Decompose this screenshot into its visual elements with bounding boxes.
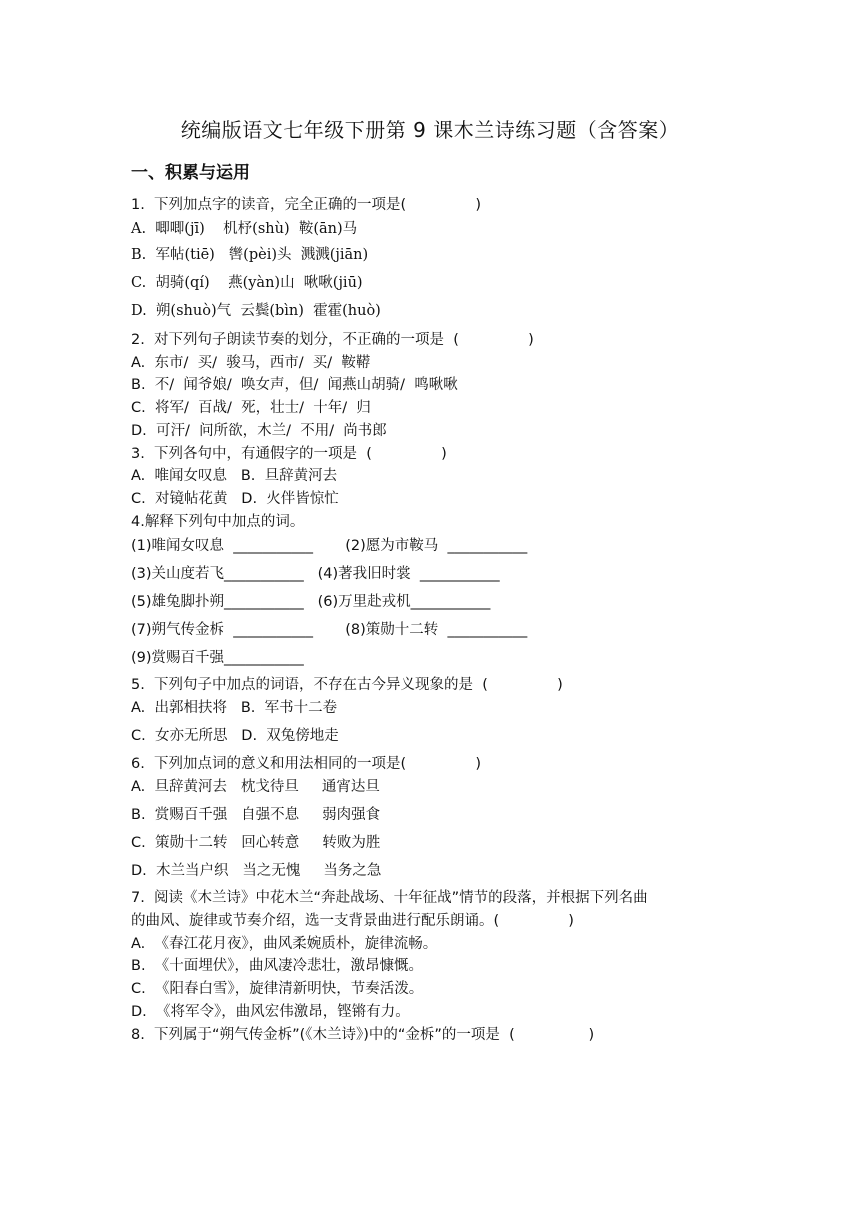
question-3-options-cd: C. 对镜帖花黄 D. 火伴皆惊忙 (131, 491, 339, 507)
question-1-option-d: D. 朔(shuò)气 云鬓(bìn) 霍霍(huò) (131, 303, 381, 319)
question-4-row-2: (3)关山度若飞___________ (4)著我旧时裳 ___________ (131, 566, 500, 582)
question-4-row-3: (5)雄兔脚扑朔___________ (6)万里赴戎机___________ (131, 594, 491, 610)
question-2-option-c: C. 将军/ 百战/ 死，壮士/ 十年/ 归 (131, 400, 371, 416)
question-6-option-c: C. 策勋十二转 回心转意 转败为胜 (131, 835, 381, 851)
question-7-option-c: C. 《阳春白雪》，旋律清新明快，节奏活泼。 (131, 981, 424, 997)
question-8-stem: 8. 下列属于“朔气传金柝”(《木兰诗》)中的“金柝”的一项是 ( ) (131, 1027, 595, 1043)
question-4-row-5: (9)赏赐百千强___________ (131, 650, 304, 666)
question-4-stem: 4.解释下列句中加点的词。 (131, 514, 305, 530)
question-2-stem: 2. 对下列句子朗读节奏的划分，不正确的一项是 ( ) (131, 332, 534, 348)
question-7-option-a: A. 《春江花月夜》，曲风柔婉质朴，旋律流畅。 (131, 936, 438, 952)
question-2-option-d: D. 可汗/ 问所欲，木兰/ 不用/ 尚书郎 (131, 423, 387, 439)
question-2-option-a: A. 东市/ 买/ 骏马，西市/ 买/ 鞍鞯 (131, 355, 371, 371)
question-2-option-b: B. 不/ 闻爷娘/ 唤女声，但/ 闻燕山胡骑/ 鸣啾啾 (131, 377, 458, 393)
question-4-row-4: (7)朔气传金柝 ___________ (8)策勋十二转 ___________ (131, 622, 528, 638)
question-6-option-d: D. 木兰当户织 当之无愧 当务之急 (131, 863, 382, 879)
question-1-option-c: C. 胡骑(qí) 燕(yàn)山 啾啾(jiū) (131, 275, 363, 291)
question-1-option-a: A. 唧唧(jī) 机杼(shù) 鞍(ān)马 (131, 221, 358, 237)
question-1-option-b: B. 军帖(tiē) 辔(pèi)头 溅溅(jiān) (131, 247, 369, 263)
question-3-options-ab: A. 唯闻女叹息 B. 旦辞黄河去 (131, 468, 338, 484)
question-1-stem: 1. 下列加点字的读音，完全正确的一项是( ) (131, 197, 482, 213)
question-6-stem: 6. 下列加点词的意义和用法相同的一项是( ) (131, 756, 482, 772)
question-7-option-d: D. 《将军令》，曲风宏伟激昂，铿锵有力。 (131, 1004, 410, 1020)
question-4-row-1: (1)唯闻女叹息 ___________ (2)愿为市鞍马 ___________ (131, 538, 528, 554)
question-7-option-b: B. 《十面埋伏》，曲风凄冷悲壮，激昂慷慨。 (131, 958, 424, 974)
question-7-stem-line-1: 7. 阅读《木兰诗》中花木兰“奔赴战场、十年征战”情节的段落，并根据下列名曲 (131, 890, 648, 906)
question-5-options-ab: A. 出郭相扶将 B. 军书十二卷 (131, 700, 338, 716)
section-heading: 一、积累与运用 (131, 163, 250, 183)
document-title: 统编版语文七年级下册第 9 课木兰诗练习题（含答案） (180, 118, 680, 142)
question-7-stem-line-2: 的曲风、旋律或节奏介绍，选一支背景曲进行配乐朗诵。( ) (131, 913, 574, 929)
question-3-stem: 3. 下列各句中，有通假字的一项是 ( ) (131, 446, 447, 462)
question-6-option-b: B. 赏赐百千强 自强不息 弱肉强食 (131, 807, 381, 823)
question-5-stem: 5. 下列句子中加点的词语，不存在古今异义现象的是 ( ) (131, 677, 563, 693)
question-6-option-a: A. 旦辞黄河去 枕戈待旦 通宵达旦 (131, 779, 380, 795)
question-5-options-cd: C. 女亦无所思 D. 双兔傍地走 (131, 728, 339, 744)
